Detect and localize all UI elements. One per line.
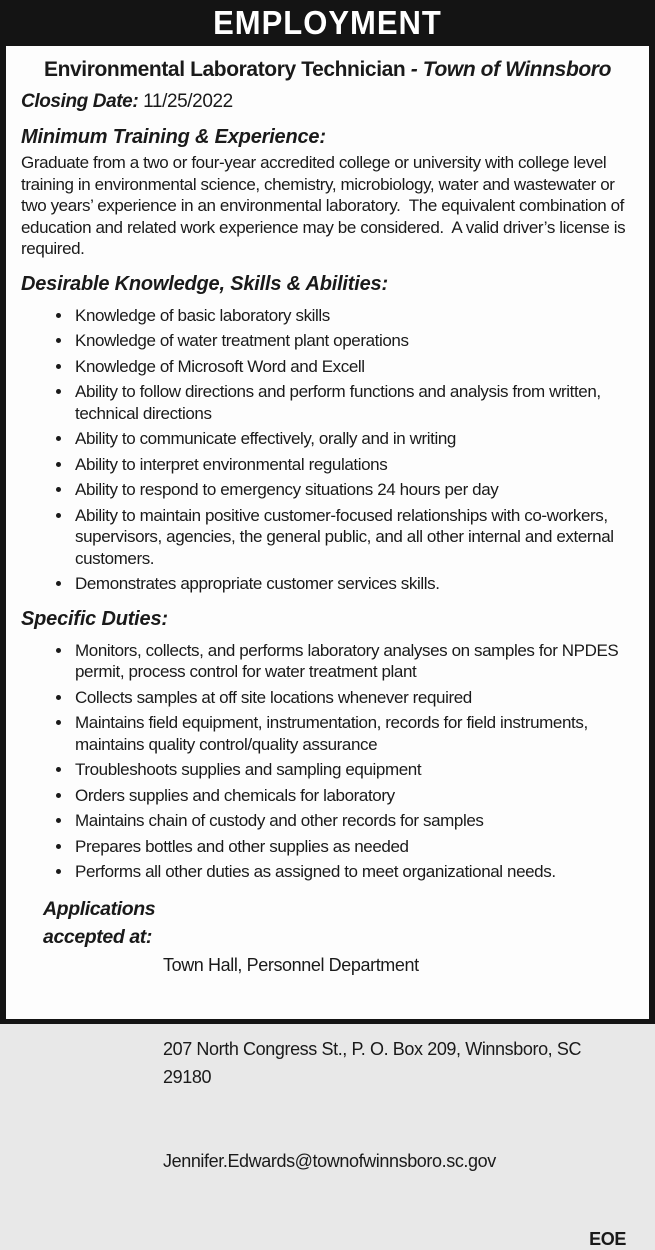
list-item: • Ability to communicate effectively, orally and in writing: [73, 428, 634, 450]
applications-location: Town Hall, Personnel Department: [163, 954, 419, 975]
ad-content: [6, 46, 649, 1249]
section-heading-min-training: Minimum Training & Experience:: [21, 126, 326, 148]
list-item: • Maintains chain of custody and other records for samples: [73, 810, 634, 832]
employment-banner: [0, 0, 655, 46]
list-item: • Ability to follow directions and perform functions and analysis from written, technical directions: [73, 381, 634, 424]
employer-name: - Town of Winnsboro: [405, 58, 611, 81]
list-item: • Monitors, collects, and performs laboratory analyses on samples for NPDES permit, process control for water treatment plant: [73, 640, 634, 683]
applications-label-line1: Applications: [43, 897, 156, 920]
list-item: • Knowledge of Microsoft Word and Excell: [73, 356, 634, 378]
job-title-text: Environmental Laboratory Technician: [43, 58, 406, 81]
applications-values: [153, 895, 634, 1231]
min-training-body: Graduate from a two or four-year accredited college or university with college level training in environmental science, chemistry, microbiology, water and wastewater or two years’ experience in an environmental laboratory. The equivalent combination of education and related work experience may be considered. A valid driver’s license is required.: [21, 153, 630, 258]
list-item: • Knowledge of basic laboratory skills: [73, 305, 634, 327]
applications-email: Jennifer.Edwards@townofwinnsboro.sc.gov: [163, 1150, 496, 1171]
list-item: • Orders supplies and chemicals for laboratory: [73, 785, 634, 807]
closing-date-line: [21, 91, 634, 113]
applications-label: [21, 895, 156, 1231]
list-item: • Collects samples at off site locations whenever required: [73, 687, 634, 709]
closing-date-value: 11/25/2022: [138, 91, 233, 112]
list-item: • Troubleshoots supplies and sampling equipment: [73, 759, 634, 781]
list-item: • Performs all other duties as assigned to meet organizational needs.: [73, 861, 634, 883]
list-item: • Ability to maintain positive customer-focused relationships with co-workers, supervisors, agencies, the general public, and all other internal and external customers.: [73, 505, 634, 570]
list-item: • Ability to respond to emergency situations 24 hours per day: [73, 479, 634, 501]
section-heading-skills: Desirable Knowledge, Skills & Abilities:: [21, 272, 388, 295]
list-item: • Knowledge of water treatment plant operations: [73, 330, 634, 352]
closing-date-label: Closing Date:: [21, 91, 139, 112]
eoe-label: EOE: [589, 1228, 626, 1249]
section-heading-duties: Specific Duties:: [21, 607, 168, 630]
list-item: • Demonstrates appropriate customer services skills.: [73, 573, 634, 595]
skills-list: [21, 305, 634, 595]
applications-label-line2: accepted at:: [43, 925, 152, 948]
duties-list: [21, 640, 634, 883]
banner-title: EMPLOYMENT: [213, 3, 442, 42]
job-title: [21, 58, 634, 82]
list-item: • Prepares bottles and other supplies as needed: [73, 836, 634, 858]
applications-address: 207 North Congress St., P. O. Box 209, Winnsboro, SC 29180: [163, 1038, 591, 1087]
list-item: • Maintains field equipment, instrumentation, records for field instruments, maintains quality control/quality assurance: [73, 712, 634, 755]
applications-block: [21, 895, 634, 1231]
list-item: • Ability to interpret environmental regulations: [73, 454, 634, 476]
